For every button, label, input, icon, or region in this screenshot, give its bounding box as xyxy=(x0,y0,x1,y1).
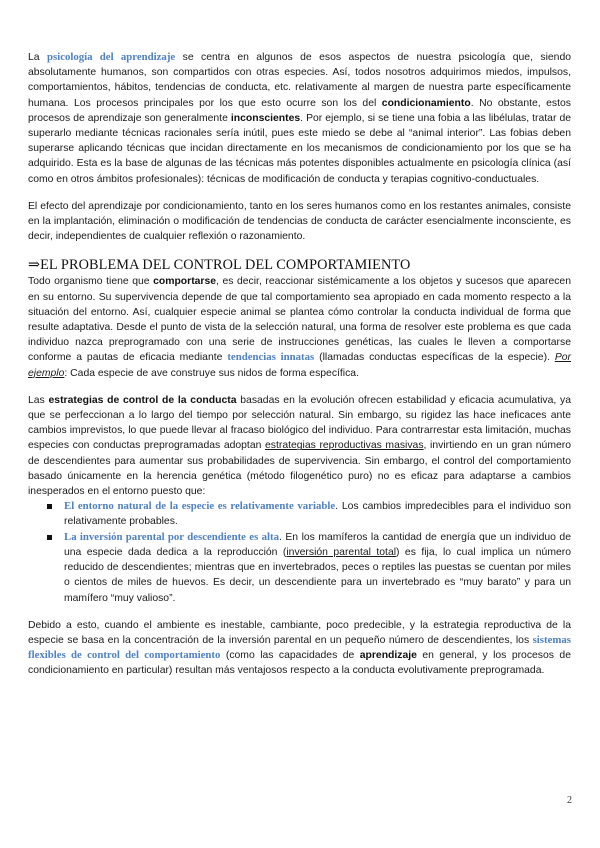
section-heading: ⇒EL PROBLEMA DEL CONTROL DEL COMPORTAMIENTO xyxy=(28,257,411,274)
underlined-term: inversión parental total xyxy=(286,546,397,558)
bullet-square-icon xyxy=(47,504,52,509)
text-run: Las xyxy=(28,394,49,406)
text-run: La xyxy=(28,52,47,63)
text-run: ) es fija, lo cual implica un número reducido de descendientes; mientras que en invertebrados, peces o reptiles las puestas se cuentan por miles o cientos de miles de huevos. Es decir, un descendiente para un invertebrado es “muy barato” y para un mamífero “muy valioso”. xyxy=(64,546,571,604)
list-item xyxy=(28,499,571,529)
text-run: : Cada especie de ave construye sus nidos de forma específica. xyxy=(64,367,359,379)
bullet-square-icon xyxy=(47,535,52,540)
bold-term: aprendizaje xyxy=(359,650,417,662)
bullet-list xyxy=(28,499,571,605)
highlight-term: El entorno natural de la especie es relativamente variable xyxy=(64,500,336,513)
underlined-term: Por ejemplo xyxy=(28,352,571,379)
list-item xyxy=(28,530,571,606)
text-run: basadas en la evolución ofrecen estabilidad y eficacia acumulativa, ya que se perfeccionan a lo largo del tiempo por selección natural. Sin embargo, su rigidez las hace ineficaces ante cambios imprevistos, lo que puede llevar al fracaso biológico del individuo. Para contrarrestar esta limitación, muchas especies con conductas preprogramadas adoptan xyxy=(28,394,571,452)
text-run: en general, y los procesos de condicionamiento en particular) resultan más ventajosos respecto a la conducta evolutivamente preprogramada. xyxy=(28,650,571,677)
bold-term: comportarse xyxy=(153,276,217,288)
bold-term: inconscientes xyxy=(230,112,301,124)
highlight-term: sistemas flexibles de control del comportamiento xyxy=(28,633,571,662)
document-page xyxy=(28,50,571,679)
text-run: . No obstante, estos procesos de aprendizaje son generalmente xyxy=(28,97,571,124)
paragraph-intro xyxy=(28,50,571,187)
paragraph-strategies xyxy=(28,393,571,499)
text-run: . Los cambios impredecibles para el individuo son relativamente probables. xyxy=(64,501,571,528)
text-run: . Por ejemplo, si se tiene una fobia a las libélulas, tratar de superarlo mediante técnicas racionales sería inútil, pues este miedo se debe al “animal interior”. Las fobias deben superarse aplicando técnicas que incidan directamente en los mecanismos de condicionamiento por los que se ha adquirido. Esta es la base de algunas de las técnicas más potentes disponibles actualmente en psicología clínica (así como en otros ámbitos profesionales): técnicas de modificación de conducta y terapias cognitivo-conductuales. xyxy=(28,112,572,185)
text-run: Debido a esto, cuando el ambiente es inestable, cambiante, poco predecible, y la estrategia reproductiva de la especie se basa en la concentración de la inversión parental en un pequeño número de descendientes, los xyxy=(28,619,571,646)
text-run: , es decir, reaccionar sistémicamente a los objetos y sucesos que aparecen en su entorno. Su supervivencia depende de que tal comportamiento sea apropiado en cada momento respecto a la situación del entorno. Así, cualquier especie animal se plantea cómo controlar la conducta individual de forma que resulte adaptativa. Desde el punto de vista de la selección natural, una forma de resolver este problema es que cada individuo nazca preprogramado con una serie de instrucciones genéticas, las cuales le lleven a comportarse conforme a pautas de eficacia mediante xyxy=(28,276,571,364)
text-run: (como las capacidades de xyxy=(220,650,360,662)
bold-term: condicionamiento xyxy=(381,97,471,109)
highlight-term: tendencias innatas xyxy=(227,351,315,364)
paragraph-effect: El efecto del aprendizaje por condicionamiento, tanto en los seres humanos como en los restantes animales, consiste en la implantación, eliminación o modificación de tendencias de conducta de carácter esencialmente inconsciente, es decir, independientes de cualquier reflexión o razonamiento. xyxy=(28,200,571,243)
text-run: Todo organismo tiene que xyxy=(28,276,154,288)
bold-term: estrategias de control de la conducta xyxy=(48,394,237,406)
text-run: (llamadas conductas específicas de la especie). xyxy=(314,352,555,364)
highlight-term: La inversión parental por descendiente es alta xyxy=(64,530,279,543)
underlined-term: estrategias reproductivas masivas xyxy=(265,440,424,452)
page-number: 2 xyxy=(567,795,572,806)
text-run: se centra en algunos de esos aspectos de nuestra psicología que, siendo absolutamente humanos, son compartidos con otras especies. Así, todos nosotros adquirimos miedos, impulsos, comportamientos, hábitos, tendencias de conducta, etc. relativamente al margen de nuestra parte específicamente humana. Los procesos principales por los que esto ocurre son los del xyxy=(28,52,571,109)
text-run: , invirtiendo en un gran número de descendientes para aumentar sus probabilidades de supervivencia. Sin embargo, el control del comportamiento basado únicamente en la herencia genética (método filogenético puro) no es eficaz para adaptarse a cambios inesperados en el entorno puesto que: xyxy=(28,440,571,498)
paragraph-conclusion xyxy=(28,618,571,679)
paragraph-organism xyxy=(28,274,571,380)
text-run: . En los mamíferos la cantidad de energía que un individuo de una especie dada dedica a la reproducción ( xyxy=(64,531,571,558)
highlight-term: psicología del aprendizaje xyxy=(46,51,176,63)
